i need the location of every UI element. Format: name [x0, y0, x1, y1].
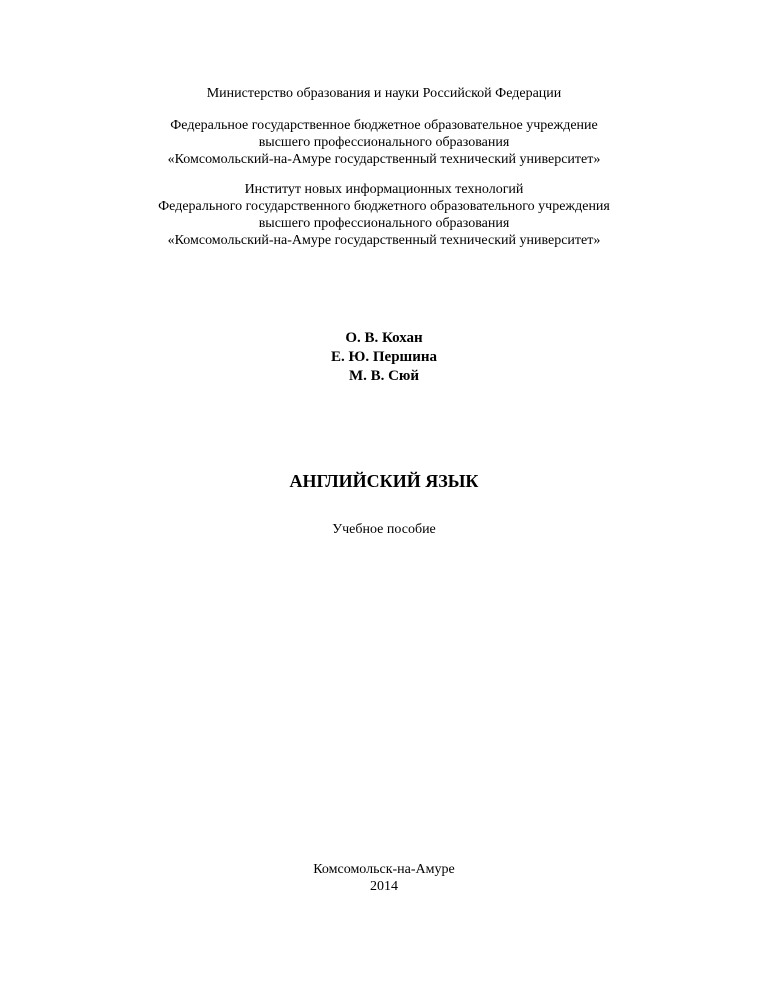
university-line-2: высшего профессионального образования: [258, 135, 510, 150]
institute-line-1: Институт новых информационных технологий: [244, 182, 524, 197]
author-name: М. В. Сюй: [348, 368, 420, 384]
author-name: О. В. Кохан: [345, 330, 423, 346]
university-line-3: «Комсомольский-на-Амуре государственный технический университет»: [167, 152, 601, 167]
publication-footer: [0, 861, 768, 895]
ministry-line: Министерство образования и науки Российской Федерации: [206, 86, 562, 101]
authors-list: [0, 329, 768, 386]
document-title: АНГЛИЙСКИЙ ЯЗЫК: [289, 471, 479, 491]
institute-line-4: «Комсомольский-на-Амуре государственный технический университет»: [167, 233, 601, 248]
ministry-header: [0, 85, 768, 102]
institute-line-3: высшего профессионального образования: [258, 216, 510, 231]
document-subtitle: Учебное пособие: [332, 522, 436, 537]
institute-header: [0, 181, 768, 249]
document-title-block: [0, 470, 768, 492]
university-header: [0, 117, 768, 168]
institute-line-2: Федерального государственного бюджетного образовательного учреждения: [158, 199, 610, 214]
author-name: Е. Ю. Першина: [330, 349, 437, 365]
university-line-1: Федеральное государственное бюджетное образовательное учреждение: [170, 118, 598, 133]
document-subtitle-block: [0, 521, 768, 538]
publication-city: Комсомольск-на-Амуре: [313, 862, 455, 877]
publication-year: 2014: [370, 879, 398, 894]
